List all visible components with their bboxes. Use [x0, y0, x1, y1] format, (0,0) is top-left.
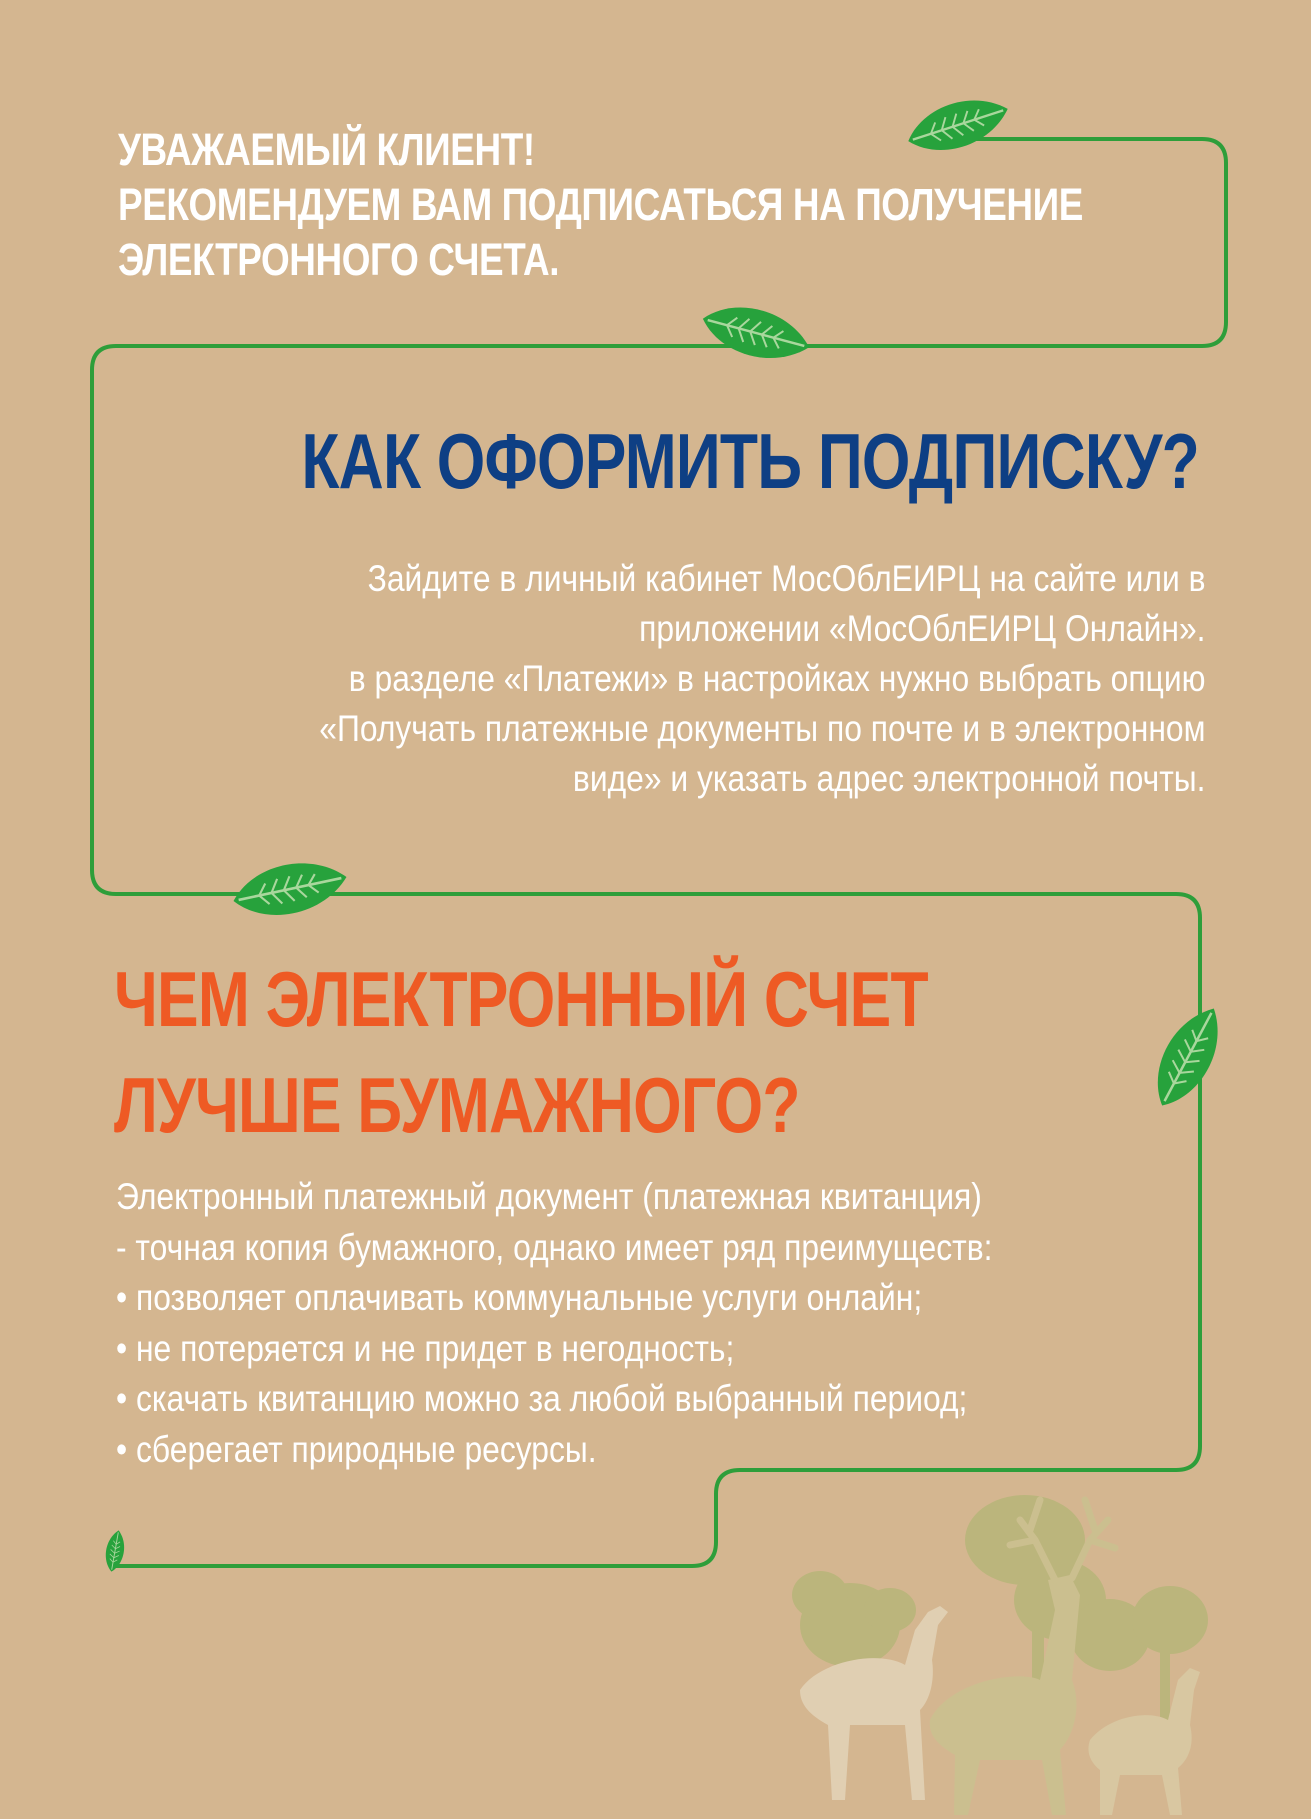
why-better-heading [114, 946, 928, 1158]
deer-forest-illustration [792, 1495, 1208, 1815]
how-to-subscribe-heading: КАК ОФОРМИТЬ ПОДПИСКУ? [301, 417, 1199, 505]
greeting-line: ЭЛЕКТРОННОГО СЧЕТА. [118, 234, 560, 285]
greeting-heading [118, 122, 1083, 287]
text-line: в разделе «Платежи» в настройках нужно выбрать опцию [348, 658, 1205, 699]
bullet-item: • не потеряется и не придет в негодность; [116, 1327, 735, 1369]
greeting-line: УВАЖАЕМЫЙ КЛИЕНТ! [118, 124, 535, 175]
text-line: приложении «МосОблЕИРЦ Онлайн». [638, 608, 1205, 649]
heading-line: ЧЕМ ЭЛЕКТРОННЫЙ СЧЕТ [114, 955, 928, 1043]
why-better-text [116, 1172, 992, 1475]
heading-line: ЛУЧШЕ БУМАЖНОГО? [114, 1061, 800, 1149]
text-line: «Получать платежные документы по почте и в электронном [318, 708, 1205, 749]
bullet-item: • сберегает природные ресурсы. [116, 1428, 597, 1470]
leaf-icon [1142, 998, 1235, 1117]
text-line: Зайдите в личный кабинет МосОблЕИРЦ на сайте или в [367, 558, 1205, 599]
text-line: Электронный платежный документ (платежная квитанция) [116, 1176, 982, 1217]
how-to-subscribe-text [319, 554, 1205, 804]
leaf-icon [697, 296, 815, 369]
text-line: - точная копия бумажного, однако имеет ряд преимуществ: [116, 1226, 993, 1268]
text-line: виде» и указать адрес электронной почты. [572, 758, 1205, 799]
bullet-item: • скачать квитанцию можно за любой выбранный период; [116, 1378, 968, 1419]
bullet-item: • позволяет оплачивать коммунальные услуги онлайн; [116, 1277, 923, 1318]
greeting-line: РЕКОМЕНДУЕМ ВАМ ПОДПИСАТЬСЯ НА ПОЛУЧЕНИЕ [118, 179, 1083, 230]
leaf-icon [228, 853, 351, 925]
